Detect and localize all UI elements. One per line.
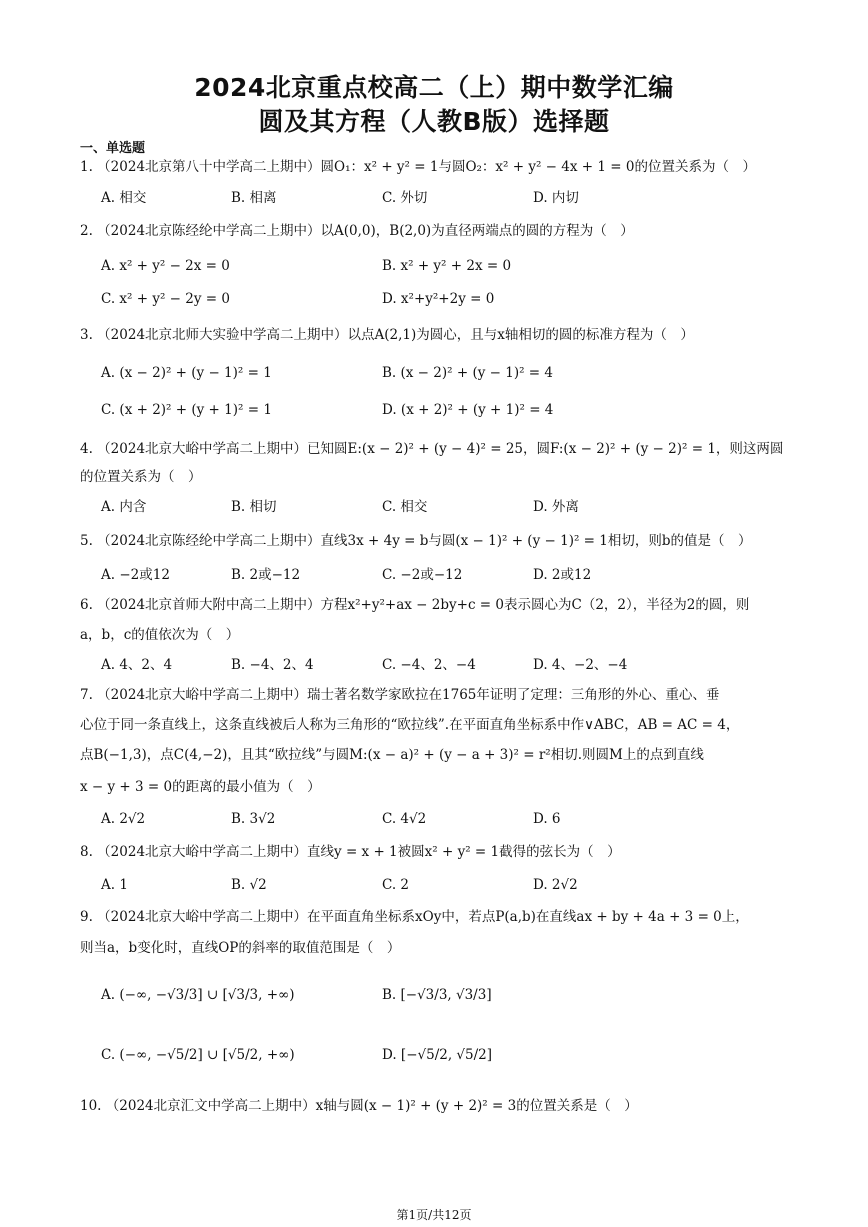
question-5-option-b: B. 2或−12 (231, 567, 301, 583)
question-4-stem-line1: 4. （2024北京大峪中学高二上期中）已知圆E:(x − 2)² + (y − 4)² = 25，圆F:(x − 2)² + (y − 2)² = 1，则这两圆 (80, 441, 784, 457)
question-3-option-c: C. (x + 2)² + (y + 1)² = 1 (101, 402, 272, 418)
question-6-stem-line2: a，b，c的值依次为（ ） (80, 627, 240, 643)
question-4-option-a: A. 内含 (101, 499, 147, 515)
question-6-stem-line1: 6. （2024北京首师大附中高二上期中）方程x²+y²+ax − 2by+c = 0表示圆心为C（2，2），半径为2的圆，则 (80, 597, 750, 613)
page-footer: 第1页/共12页 (396, 1208, 472, 1222)
question-7-option-c: C. 4√2 (382, 811, 427, 827)
question-7-stem-line2: 心位于同一条直线上，这条直线被后人称为三角形的“欧拉线”.在平面直角坐标系中作∨ABC，AB = AC = 4， (80, 717, 740, 733)
section-heading: 一、单选题 (80, 141, 146, 156)
question-10-stem: 10. （2024北京汇文中学高二上期中）x轴与圆(x − 1)² + (y + 2)² = 3的位置关系是（ ） (80, 1098, 638, 1114)
question-7-stem-line3: 点B(−1,3)，点C(4,−2)，且其“欧拉线”与圆M:(x − a)² + (y − a + 3)² = r²相切.则圆M上的点到直线 (80, 747, 704, 763)
question-1-option-c: C. 外切 (382, 190, 428, 206)
question-9-option-a: A. (−∞, −√3/3] ∪ [√3/3, +∞) (101, 987, 295, 1003)
question-3-stem: 3. （2024北京北师大实验中学高二上期中）以点A(2,1)为圆心，且与x轴相切的圆的标准方程为（ ） (80, 327, 694, 343)
question-7-stem-line1: 7. （2024北京大峪中学高二上期中）瑞士著名数学家欧拉在1765年证明了定理：三角形的外心、重心、垂 (80, 687, 720, 703)
question-4-option-d: D. 外离 (533, 499, 579, 515)
question-5-stem: 5. （2024北京陈经纶中学高二上期中）直线3x + 4y = b与圆(x − 1)² + (y − 1)² = 1相切，则b的值是（ ） (80, 533, 752, 549)
question-4-stem-line2: 的位置关系为（ ） (80, 469, 202, 485)
question-2-option-d: D. x²+y²+2y = 0 (382, 291, 495, 307)
question-3-option-a: A. (x − 2)² + (y − 1)² = 1 (101, 365, 272, 381)
question-2-option-b: B. x² + y² + 2x = 0 (382, 258, 512, 274)
question-1-option-a: A. 相交 (101, 190, 147, 206)
question-8-option-b: B. √2 (231, 877, 267, 893)
question-5-option-a: A. −2或12 (101, 567, 170, 583)
question-3-option-d: D. (x + 2)² + (y + 1)² = 4 (382, 402, 554, 418)
question-6-option-c: C. −4、2、−4 (382, 657, 476, 673)
question-1-option-d: D. 内切 (533, 190, 579, 206)
question-5-option-c: C. −2或−12 (382, 567, 463, 583)
question-3-option-b: B. (x − 2)² + (y − 1)² = 4 (382, 365, 553, 381)
question-7-option-b: B. 3√2 (231, 811, 276, 827)
question-9-option-b: B. [−√3/3, √3/3] (382, 987, 492, 1003)
question-4-option-b: B. 相切 (231, 499, 277, 515)
question-6-option-d: D. 4、−2、−4 (533, 657, 628, 673)
question-7-option-a: A. 2√2 (101, 811, 146, 827)
question-9-stem-line1: 9. （2024北京大峪中学高二上期中）在平面直角坐标系xOy中，若点P(a,b)在直线ax + by + 4a + 3 = 0上， (80, 909, 749, 925)
question-9-option-d: D. [−√5/2, √5/2] (382, 1047, 493, 1063)
question-2-option-a: A. x² + y² − 2x = 0 (101, 258, 230, 274)
question-4-option-c: C. 相交 (382, 499, 428, 515)
question-9-option-c: C. (−∞, −√5/2] ∪ [√5/2, +∞) (101, 1047, 295, 1063)
question-1-stem: 1. （2024北京第八十中学高二上期中）圆O₁：x² + y² = 1与圆O₂：x² + y² − 4x + 1 = 0的位置关系为（ ） (80, 159, 756, 175)
question-2-option-c: C. x² + y² − 2y = 0 (101, 291, 230, 307)
question-6-option-a: A. 4、2、4 (101, 657, 173, 673)
document-title-line2: 圆及其方程（人教B版）选择题 (258, 107, 610, 136)
question-8-option-c: C. 2 (382, 877, 410, 893)
question-6-option-b: B. −4、2、4 (231, 657, 314, 673)
question-9-stem-line2: 则当a，b变化时，直线OP的斜率的取值范围是（ ） (80, 940, 401, 956)
question-5-option-d: D. 2或12 (533, 567, 592, 583)
question-8-option-a: A. 1 (101, 877, 128, 893)
question-7-option-d: D. 6 (533, 811, 561, 827)
question-7-stem-line4: x − y + 3 = 0的距离的最小值为（ ） (80, 779, 321, 795)
document-title-line1: 2024北京重点校高二（上）期中数学汇编 (194, 73, 674, 102)
question-8-stem: 8. （2024北京大峪中学高二上期中）直线y = x + 1被圆x² + y² = 1截得的弦长为（ ） (80, 844, 621, 860)
question-1-option-b: B. 相离 (231, 190, 277, 206)
question-8-option-d: D. 2√2 (533, 877, 578, 893)
question-2-stem: 2. （2024北京陈经纶中学高二上期中）以A(0,0)，B(2,0)为直径两端点的圆的方程为（ ） (80, 223, 634, 239)
